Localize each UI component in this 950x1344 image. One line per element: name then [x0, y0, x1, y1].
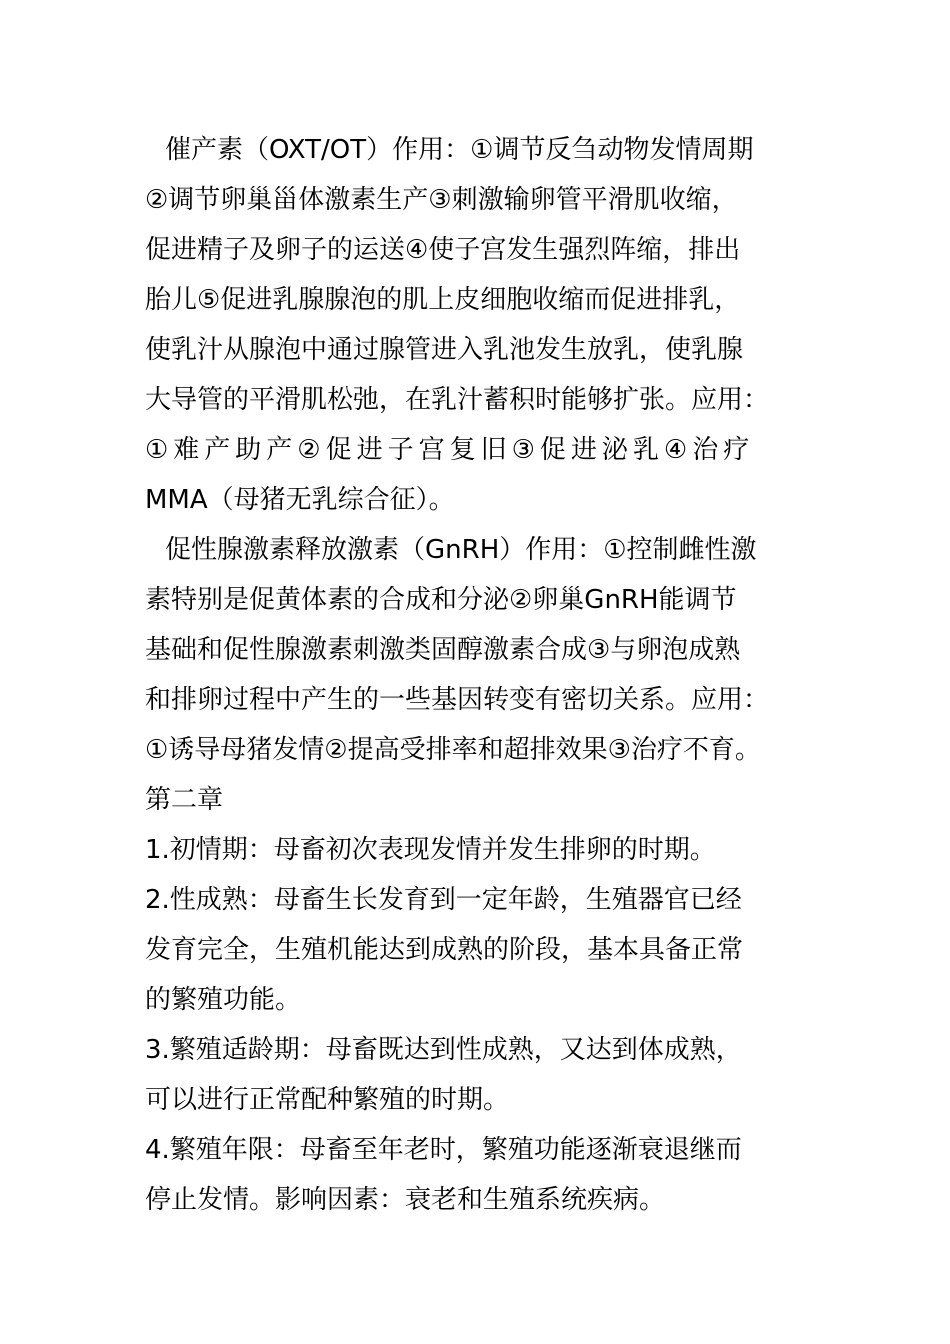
- text-line: 2.性成熟：母畜生长发育到一定年龄，生殖器官已经: [145, 885, 742, 915]
- text-line: 基础和促性腺激素刺激类固醇激素合成③与卵泡成熟: [145, 635, 741, 665]
- definition-breeding-age: [145, 1025, 825, 1125]
- text-line: ②调节卵巢甾体激素生产③刺激输卵管平滑肌收缩，: [145, 185, 738, 215]
- text-line: MMA（母猪无乳综合征）。: [145, 485, 455, 515]
- text-line: 第二章: [145, 785, 224, 815]
- text-line: 停止发情。影响因素：衰老和生殖系统疾病。: [145, 1185, 666, 1215]
- chapter-heading: [145, 775, 825, 825]
- text-line: 胎儿⑤促进乳腺腺泡的肌上皮细胞收缩而促进排乳，: [145, 285, 741, 315]
- text-line: 催产素（OXT/OT）作用：①调节反刍动物发情周期: [165, 135, 754, 165]
- text-line: 促性腺激素释放激素（GnRH）作用：①控制雌性激: [165, 535, 757, 565]
- text-line: 和排卵过程中产生的一些基因转变有密切关系。应用：: [145, 685, 770, 715]
- text-line: 的繁殖功能。: [145, 985, 302, 1015]
- definition-sexual-maturity: [145, 875, 825, 1025]
- text-line: 4.繁殖年限：母畜至年老时，繁殖功能逐渐衰退继而: [145, 1135, 742, 1165]
- document-body: [145, 125, 825, 1225]
- paragraph-gnrh: [145, 525, 825, 775]
- definition-breeding-lifespan: [145, 1125, 825, 1225]
- text-line: 使乳汁从腺泡中通过腺管进入乳池发生放乳，使乳腺: [145, 335, 744, 365]
- text-line: 3.繁殖适龄期：母畜既达到性成熟，又达到体成熟，: [145, 1035, 742, 1065]
- paragraph-oxytocin: [145, 125, 825, 525]
- definition-puberty: [145, 825, 825, 875]
- text-line: 发育完全，生殖机能达到成熟的阶段，基本具备正常: [145, 935, 744, 965]
- text-line: ①难产助产②促进子宫复旧③促进泌乳④治疗: [145, 435, 755, 465]
- text-line: 素特别是促黄体素的合成和分泌②卵巢GnRH能调节: [145, 585, 737, 615]
- text-line: 促进精子及卵子的运送④使子宫发生强烈阵缩，排出: [145, 235, 741, 265]
- text-line: ①诱导母猪发情②提高受排率和超排效果③治疗不育。: [145, 735, 761, 765]
- text-line: 大导管的平滑肌松弛，在乳汁蓄积时能够扩张。应用：: [145, 385, 770, 415]
- text-line: 1.初情期：母畜初次表现发情并发生排卵的时期。: [145, 835, 716, 865]
- text-line: 可以进行正常配种繁殖的时期。: [145, 1085, 510, 1115]
